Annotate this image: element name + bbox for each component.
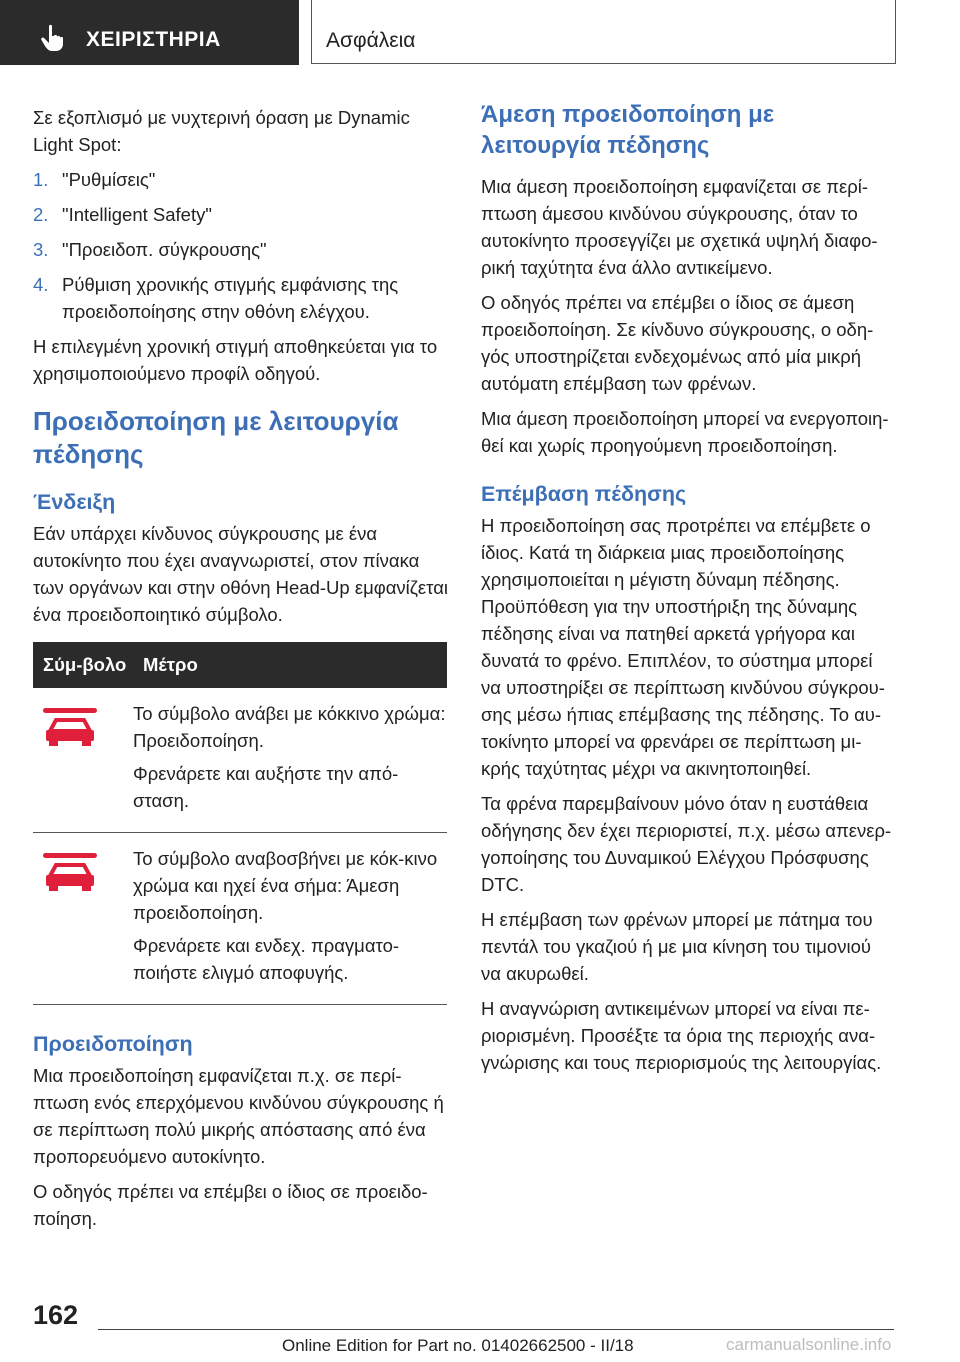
paragraph: Τα φρένα παρεμβαίνουν μόνο όταν η ευστάθεια οδήγησης δεν έχει περιοριστεί, π.χ. μέσω απενερ-γοποίησης του Δυναμικού Ελέγχου Πρόσφυσης DTC. [481,793,892,895]
intro-text: Σε εξοπλισμό με νυχτερινή όραση με Dynamic Light Spot: [33,107,410,155]
measure-text: Φρενάρετε και αυξήστε την από-σταση. [133,763,399,811]
step-item: 4. Ρύθμιση χρονικής στιγμής εμφάνισης της προειδοποίησης στην οθόνη ελέγχου. [33,274,399,322]
column-header-measure: Μέτρο [133,642,447,688]
section-heading-immediate-warning: Άμεση προειδοποίηση με λειτουργία πέδησης [481,101,775,159]
table-row [33,833,447,1005]
paragraph: Η προειδοποίηση σας προτρέπει να επέμβετε ο ίδιος. Κατά τη διάρκεια μιας προειδοποίησης χρησιμοποιείται η μέγιστη δύναμη πέδησης. Προϋπόθεση για την υποστήριξη της δύναμης πέδησης είναι να πατηθεί αρκετά γρήγορα και δυνατά το φρένο. Επιπλέον, το σύστημα μπορεί να υποστηρίξει σε περίπτωση κινδύνου σύγκρου-σης μέσω ήπιας επέμβασης της πέδησης. Το αυ-τοκίνητο μπορεί να φρενάρει σε περίπτωση μι-κρής ταχύτητας μέχρι να ακινητοποιηθεί. [481,515,885,779]
table-row [33,688,447,833]
watermark: carmanualsonline.info [726,1335,892,1354]
settings-steps [33,166,449,325]
step-item: 1. "Ρυθμίσεις" [33,169,156,190]
header-manual-tab[interactable] [0,0,299,65]
footer-divider [98,1329,894,1330]
column-header-symbol: Σύμ-βολο [33,642,133,688]
paragraph: Μια άμεση προειδοποίηση μπορεί να ενεργοποιη-θεί και χωρίς προηγούμενη προειδοποίηση. [481,408,889,456]
table-header-row [33,642,447,688]
warning-text: Ο οδηγός πρέπει να επέμβει ο ίδιος σε προειδο-ποίηση. [33,1181,428,1229]
indication-text: Εάν υπάρχει κίνδυνος σύγκρουσης με ένα αυτοκίνητο που έχει αναγνωριστεί, στον πίνακα των οργάνων και στην οθόνη Head-Up εμφανίζεται ένα προειδοποιητικό σύμβολο. [33,523,449,625]
saved-note: Η επιλεγμένη χρονική στιγμή αποθηκεύεται για το χρησιμοποιούμενο προφίλ οδηγού. [33,336,438,384]
step-item: 3. "Προειδοπ. σύγκρουσης" [33,239,267,260]
chapter-title: Ασφάλεια [326,29,416,52]
page-number: 162 [33,1300,79,1330]
measure-text: Το σύμβολο ανάβει με κόκκινο χρώμα: Προειδοποίηση. [133,703,446,751]
manual-section-label: ΧΕΙΡΙΣΤΗΡΙΑ [86,28,221,51]
symbol-table [33,642,447,1005]
subheading-warning: Προειδοποίηση [33,1032,193,1056]
section-heading-brake-warning: Προειδοποίηση με λειτουργία πέδησης [33,406,399,469]
right-column [481,101,895,1084]
subheading-brake-intervention: Επέμβαση πέδησης [481,482,687,506]
left-column [33,104,449,1240]
hand-pointer-icon [40,24,66,52]
paragraph: Μια άμεση προειδοποίηση εμφανίζεται σε περί-πτωση άμεσου κινδύνου σύγκρουσης, όταν το αυτοκίνητο προσεγγίζει με σχετικά υψηλή διαφο-ρική ταχύτητα ένα άλλο αντικείμενο. [481,176,878,278]
paragraph: Η επέμβαση των φρένων μπορεί με πάτημα του πεντάλ του γκαζιού ή με μια κίνηση του τιμονιού να ακυρωθεί. [481,909,873,984]
measure-text: Φρενάρετε και ενδεχ. πραγματο-ποιήστε ελιγμό αποφυγής. [133,935,400,983]
measure-text: Το σύμβολο αναβοσβήνει με κόκ-κινο χρώμα και ηχεί ένα σήμα: Άμεση προειδοποίηση. [133,848,438,923]
step-item: 2. "Intelligent Safety" [33,204,212,225]
paragraph: Ο οδηγός πρέπει να επέμβει ο ίδιος σε άμεση προειδοποίηση. Σε κίνδυνο σύγκρουσης, ο οδη-γός υποστηρίζεται ενδεχομένως από μία μικρή αυτόματη επέμβαση των φρένων. [481,292,874,394]
car-warning-red-flashing-icon [43,851,97,895]
paragraph: Η αναγνώριση αντικειμένων μπορεί να είναι πε-ριορισμένη. Προσέξτε τα όρια της περιοχής ανα-γνώρισης και τους περιορισμούς της λειτουργίας. [481,998,882,1073]
subheading-indication: Ένδειξη [33,490,116,514]
edition-footer: Online Edition for Part no. 01402662500 - II/18 [282,1336,634,1355]
warning-text: Μια προειδοποίηση εμφανίζεται π.χ. σε περί-πτωση ενός επερχόμενου κινδύνου σύγκρουσης ή σε περίπτωση πολύ μικρής απόστασης από ένα προπορευόμενο αυτοκίνητο. [33,1065,444,1167]
car-warning-red-icon [43,706,97,750]
